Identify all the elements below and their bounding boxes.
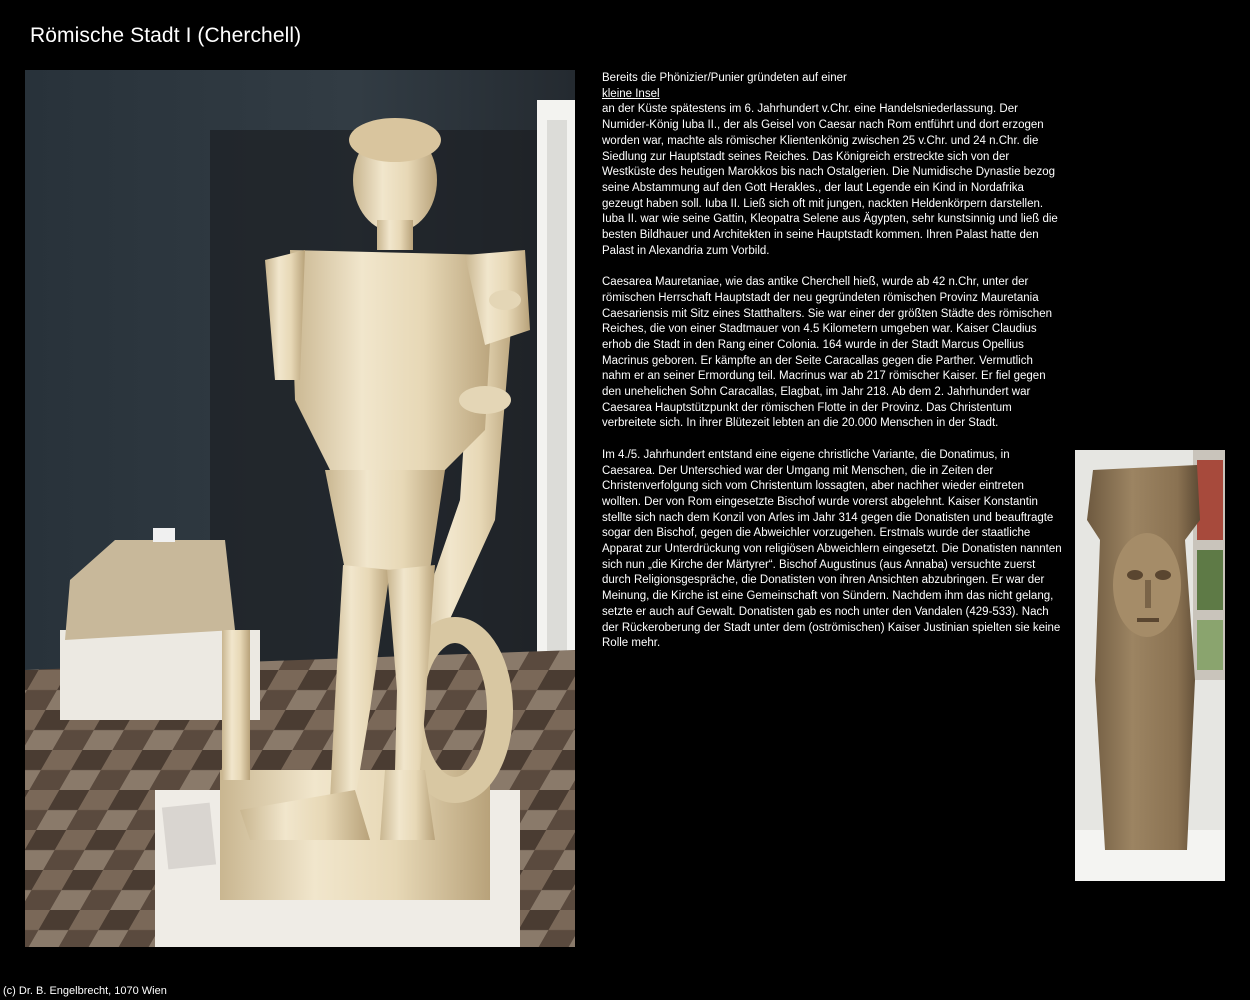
article-text [602, 71, 1062, 668]
stone-pillar-photo[interactable] [1075, 450, 1225, 881]
statue-photo[interactable] [25, 70, 575, 947]
kleine-insel-link[interactable]: kleine Insel [602, 87, 660, 100]
marble-statue-photo-icon [25, 70, 575, 947]
page-title: Römische Stadt I (Cherchell) [30, 24, 302, 47]
article-paragraph-1 [602, 71, 1062, 259]
stone-pillar-head-photo-icon [1075, 450, 1225, 881]
article-paragraph-2: Caesarea Mauretaniae, wie das antike Cherchell hieß, wurde ab 42 n.Chr, unter der römischen Herrschaft Hauptstadt der neu gegründeten römischen Provinz Mauretania Caesariensis mit Sitz eines Statthalters. Sie war einer der größten Städte des römischen Reiches, die von einer Stadtmauer von 4.5 Kilometern umgeben war. Kaiser Claudius erhob die Stadt in den Rang einer Colonia. 164 wurde in der Stadt Marcus Opellius Macrinus geboren. Er kämpfte an der Seite Caracallas gegen die Parther. Vermutlich nahm er an seiner Ermordung teil. Macrinus war ab 217 römischer Kaiser. Er fiel gegen den unehelichen Sohn Caracallas, Elagbat, im Jahr 218. Ab dem 2. Jahrhundert war Caesarea Hauptstützpunkt der römischen Flotte in der Provinz. Das Christentum verbreitete sich. In ihrer Blütezeit lebten an die 20.000 Menschen in der Stadt. [602, 276, 1052, 430]
article-paragraph-3: Im 4./5. Jahrhundert entstand eine eigene christliche Variante, die Donatimus, in Caesarea. Der Unterschied war der Umgang mit Menschen, die in Zeiten der Christenverfolgung sich vom Christentum lossagten, aber nachher wieder eintreten wollten. Der von Rom eingesetzte Bischof wurde vorerst abgelehnt. Kaiser Konstantin stellte sich nach dem Konzil von Arles im Jahr 314 gegen die Donatisten und beauftragte sogar den Bischof, gegen die Abweichler vorzugehen. Erstmals wurde der staatliche Apparat zur Unterdrückung von religiösen Abweichlern eingesetzt. Die Donatisten nannten sich nun „die Kirche der Märtyrer“. Bischof Augustinus (aus Annaba) versuchte zuerst durch Religionsgespräche, die Donatisten von ihren Ansichten abzubringen. Er war der Meinung, die Kirche ist eine Gemeinschaft von Sündern. Nachdem ihm das nicht gelang, setzte er auch auf Gewalt. Donatisten gab es noch unter den Vandalen (429-533). Nach der Rückeroberung der Stadt unter dem (oströmischen) Kaiser Justinian spielten sie keine Rolle mehr. [602, 448, 1062, 650]
paragraph-1-text: an der Küste spätestens im 6. Jahrhundert v.Chr. eine Handelsniederlassung. Der Numider-König Iuba II., der als Geisel von Caesar nach Rom entführt und dort erzogen worden war, machte als römischer Klientenkönig zwischen 25 v.Chr. und 24 n.Chr. die Siedlung zur Hauptstadt seines Reiches. Das Königreich erstreckte sich von der Westküste des heutigen Marokkos bis nach Ostalgerien. Die Numidische Dynastie bezog seine Abstammung auf den Gott Herakles., der laut Legende ein Kind in Nordafrika gezeugt haben soll. Iuba II. Ließ sich oft mit jungen, nackten Heldenkörpern darstellen. Iuba II. war wie seine Gattin, Kleopatra Selene aus Ägypten, sehr kunstsinnig und ließ die besten Bildhauer und Architekten in seine Hauptstadt kommen. Ihren Palast hatte den Palast in Alexandria zum Vorbild. [602, 103, 1058, 257]
copyright-footer: (c) Dr. B. Engelbrecht, 1070 Wien [3, 985, 167, 997]
intro-text: Bereits die Phönizier/Punier gründeten auf einer [602, 72, 847, 84]
